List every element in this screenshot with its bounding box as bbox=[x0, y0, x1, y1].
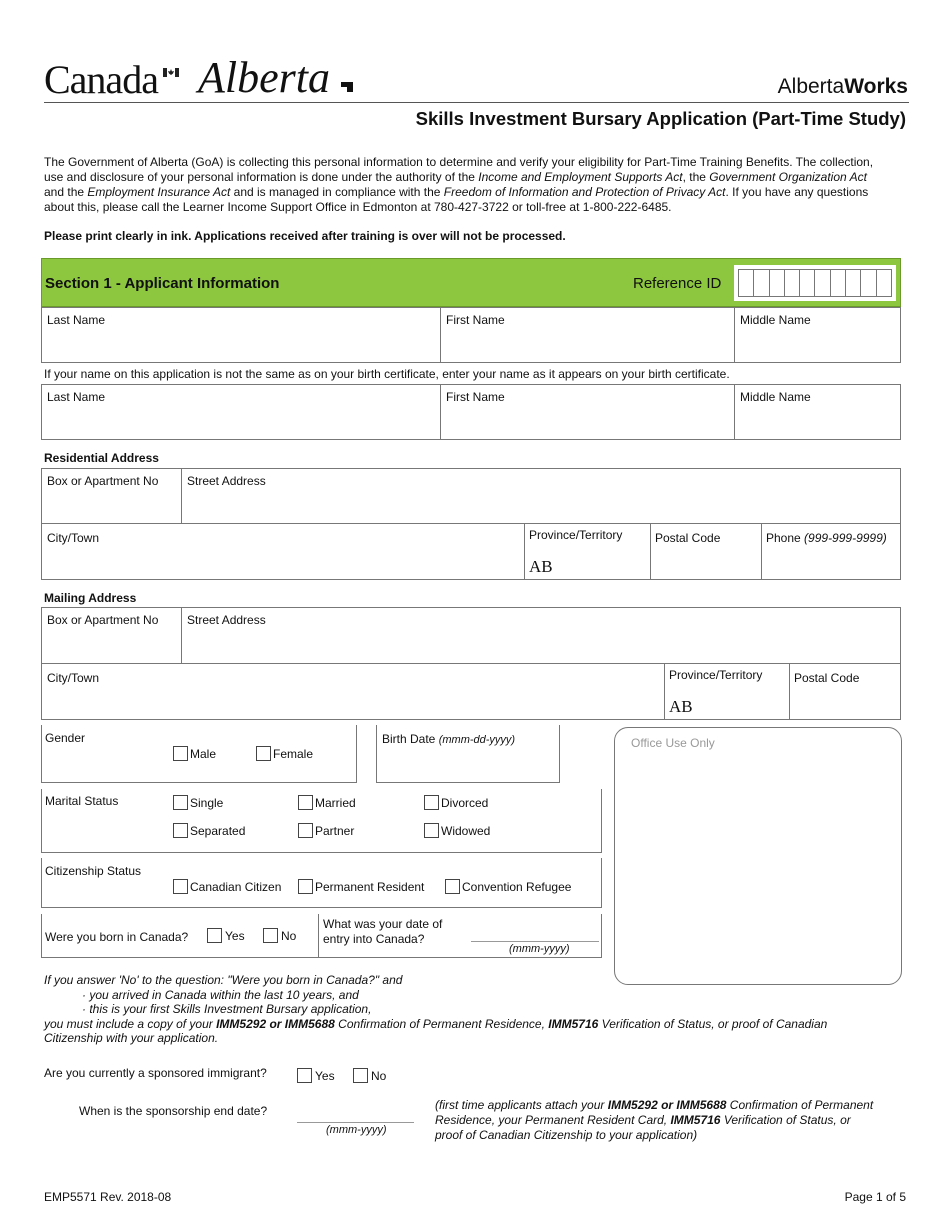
convention-refugee-label: Convention Refugee bbox=[462, 880, 572, 894]
birth-last-name-field[interactable] bbox=[41, 384, 441, 440]
privacy-line-2 bbox=[44, 170, 914, 185]
entry-date-line bbox=[471, 941, 599, 942]
male-label: Male bbox=[190, 747, 217, 761]
privacy-text: use and disclosure of your personal information is done under the authority of the bbox=[44, 170, 479, 184]
postal-label: Postal Code bbox=[794, 671, 860, 685]
res-street-field[interactable] bbox=[181, 468, 901, 524]
gender-label: Gender bbox=[45, 731, 86, 745]
born-yes-label: Yes bbox=[225, 929, 245, 943]
birth-date-format: (mmm-dd-yyyy) bbox=[438, 734, 516, 746]
born-label: Were you born in Canada? bbox=[45, 930, 189, 944]
middle-name-field[interactable] bbox=[734, 307, 901, 363]
box-apt-label: Box or Apartment No bbox=[47, 474, 159, 488]
note-form-code: IMM5292 or IMM5688 bbox=[216, 1016, 335, 1031]
privacy-text: . If you have any questions bbox=[725, 185, 869, 199]
entry-label-2: entry into Canada? bbox=[323, 932, 425, 946]
section-1-header bbox=[41, 258, 901, 307]
note-line-4: Citizenship with your application. bbox=[44, 1031, 219, 1045]
sponsor-note-form-code: IMM5716 bbox=[670, 1113, 721, 1127]
province-label: Province/Territory bbox=[669, 668, 763, 682]
partner-checkbox[interactable] bbox=[298, 823, 313, 838]
reference-id-label: Reference ID bbox=[633, 275, 722, 292]
province-value: AB bbox=[529, 557, 553, 576]
canada-wordmark: Canada bbox=[44, 57, 158, 102]
sponsor-note-line-2 bbox=[435, 1113, 905, 1128]
birth-date-label bbox=[382, 732, 515, 747]
permanent-resident-label: Permanent Resident bbox=[315, 880, 425, 894]
separated-label: Separated bbox=[190, 824, 246, 838]
office-use-box bbox=[614, 727, 902, 985]
note-bullet-2: · this is your first Skills Investment Bursary application, bbox=[82, 1002, 372, 1016]
reference-id-cell[interactable] bbox=[846, 270, 861, 296]
separated-checkbox[interactable] bbox=[173, 823, 188, 838]
province-value: AB bbox=[669, 697, 693, 716]
note-text: Verification of Status, or proof of Canadian bbox=[598, 1016, 828, 1031]
header-rule bbox=[44, 102, 909, 103]
birth-cert-note: If your name on this application is not the same as on your birth certificate, enter your name as it appears on your birth certificate. bbox=[44, 367, 730, 381]
privacy-line-4: about this, please call the Learner Income Support Office in Edmonton at 780-427-3722 or toll-free at 1-800-222-6485. bbox=[44, 200, 672, 214]
form-code: EMP5571 Rev. 2018-08 bbox=[44, 1190, 172, 1204]
privacy-text: and the bbox=[44, 185, 88, 199]
divorced-label: Divorced bbox=[441, 796, 489, 810]
middle-name-label: Middle Name bbox=[740, 390, 811, 404]
city-label: City/Town bbox=[47, 671, 100, 685]
city-label: City/Town bbox=[47, 531, 100, 545]
res-phone-field[interactable] bbox=[761, 523, 901, 580]
mail-province-field[interactable] bbox=[664, 663, 790, 720]
res-province-field[interactable] bbox=[524, 523, 651, 580]
canadian-citizen-label: Canadian Citizen bbox=[190, 880, 282, 894]
immigration-note bbox=[44, 973, 904, 1046]
res-box-apt-field[interactable] bbox=[41, 468, 182, 524]
female-checkbox[interactable] bbox=[256, 746, 271, 761]
single-label: Single bbox=[190, 796, 224, 810]
first-name-field[interactable] bbox=[440, 307, 735, 363]
sponsored-no-label: No bbox=[371, 1069, 387, 1083]
sponsor-end-format: (mmm-yyyy) bbox=[326, 1124, 387, 1136]
reference-id-cell[interactable] bbox=[739, 270, 754, 296]
divorced-checkbox[interactable] bbox=[424, 795, 439, 810]
mailing-heading: Mailing Address bbox=[44, 591, 137, 605]
married-label: Married bbox=[315, 796, 356, 810]
reference-id-cell[interactable] bbox=[861, 270, 876, 296]
instruction-text: Please print clearly in ink. Applications received after training is over will not be processed. bbox=[44, 229, 566, 243]
street-label: Street Address bbox=[187, 613, 266, 627]
reference-id-cell[interactable] bbox=[770, 270, 785, 296]
privacy-act: Government Organization Act bbox=[709, 170, 867, 184]
reference-id-cell[interactable] bbox=[877, 270, 891, 296]
note-line-3 bbox=[44, 1017, 904, 1032]
note-bullet-1: · you arrived in Canada within the last 10 years, and bbox=[82, 987, 359, 1002]
partner-label: Partner bbox=[315, 824, 355, 838]
res-postal-field[interactable] bbox=[650, 523, 762, 580]
widowed-label: Widowed bbox=[441, 824, 491, 838]
reference-id-input[interactable] bbox=[734, 265, 896, 301]
note-text: Confirmation of Permanent Residence, bbox=[334, 1016, 549, 1031]
sponsor-note-text: (first time applicants attach your bbox=[435, 1098, 608, 1112]
male-checkbox[interactable] bbox=[173, 746, 188, 761]
middle-name-label: Middle Name bbox=[740, 313, 811, 327]
privacy-act: Employment Insurance Act bbox=[87, 185, 231, 199]
privacy-act: Income and Employment Supports Act bbox=[478, 170, 683, 184]
privacy-text: and is managed in compliance with the bbox=[230, 185, 444, 199]
program-bold: Works bbox=[844, 75, 908, 98]
citizenship-group bbox=[41, 858, 602, 908]
entry-format: (mmm-yyyy) bbox=[509, 943, 570, 955]
sponsored-no-checkbox[interactable] bbox=[353, 1068, 368, 1083]
privacy-act: Freedom of Information and Protection of Privacy Act bbox=[443, 185, 726, 199]
sponsor-note-form-code: IMM5292 or IMM5688 bbox=[607, 1098, 727, 1112]
phone-text: Phone bbox=[766, 531, 805, 545]
mail-box-apt-field[interactable] bbox=[41, 607, 182, 664]
canada-flag-icon bbox=[163, 66, 179, 75]
canadian-citizen-checkbox[interactable] bbox=[173, 879, 188, 894]
section-1-title: Section 1 - Applicant Information bbox=[45, 275, 280, 292]
marital-label: Marital Status bbox=[45, 794, 119, 808]
sponsor-note-text: Verification of Status, or bbox=[720, 1113, 851, 1127]
program-name bbox=[778, 75, 908, 99]
birth-date-text: Birth Date bbox=[382, 732, 439, 746]
sponsor-note bbox=[435, 1098, 905, 1143]
form-title: Skills Investment Bursary Application (Part-Time Study) bbox=[415, 108, 906, 129]
res-city-field[interactable] bbox=[41, 523, 525, 580]
last-name-label: Last Name bbox=[47, 313, 106, 327]
born-no-label: No bbox=[281, 929, 297, 943]
entry-date-field[interactable] bbox=[318, 914, 602, 958]
note-form-code: IMM5716 bbox=[548, 1016, 599, 1031]
program-prefix: Alberta bbox=[777, 75, 845, 98]
reference-id-cell[interactable] bbox=[785, 270, 800, 296]
married-checkbox[interactable] bbox=[298, 795, 313, 810]
first-name-label: First Name bbox=[446, 390, 505, 404]
citizenship-label: Citizenship Status bbox=[45, 864, 142, 878]
privacy-line-3 bbox=[44, 185, 914, 200]
postal-label: Postal Code bbox=[655, 531, 721, 545]
last-name-field[interactable] bbox=[41, 307, 441, 363]
page-number: Page 1 of 5 bbox=[844, 1190, 906, 1204]
entry-label-1: What was your date of bbox=[323, 917, 443, 931]
female-label: Female bbox=[273, 747, 314, 761]
birth-date-field[interactable] bbox=[376, 725, 560, 783]
street-label: Street Address bbox=[187, 474, 266, 488]
alberta-logo: Alberta bbox=[198, 53, 330, 102]
convention-refugee-checkbox[interactable] bbox=[445, 879, 460, 894]
reference-id-cell[interactable] bbox=[815, 270, 830, 296]
privacy-text: , the bbox=[682, 170, 710, 184]
born-yes-checkbox[interactable] bbox=[207, 928, 222, 943]
first-name-label: First Name bbox=[446, 313, 505, 327]
permanent-resident-checkbox[interactable] bbox=[298, 879, 313, 894]
sponsor-note-line-3: proof of Canadian Citizenship to your application) bbox=[435, 1128, 698, 1142]
alberta-logo-mark-icon bbox=[340, 80, 354, 94]
mail-postal-field[interactable] bbox=[789, 663, 901, 720]
sponsor-end-label: When is the sponsorship end date? bbox=[79, 1104, 268, 1118]
last-name-label: Last Name bbox=[47, 390, 106, 404]
born-in-canada-group bbox=[41, 914, 319, 958]
single-checkbox[interactable] bbox=[173, 795, 188, 810]
note-line-1: If you answer 'No' to the question: "Were you born in Canada?" and bbox=[44, 973, 403, 987]
birth-first-name-field[interactable] bbox=[440, 384, 735, 440]
sponsor-note-line-1 bbox=[435, 1098, 905, 1113]
office-use-label: Office Use Only bbox=[631, 736, 715, 750]
sponsored-yes-checkbox[interactable] bbox=[297, 1068, 312, 1083]
sponsor-end-date-field[interactable] bbox=[297, 1122, 414, 1123]
reference-id-cell[interactable] bbox=[831, 270, 846, 296]
mail-street-field[interactable] bbox=[181, 607, 901, 664]
sponsor-note-text: Residence, your Permanent Resident Card, bbox=[435, 1113, 671, 1127]
reference-id-cell[interactable] bbox=[754, 270, 769, 296]
phone-format: (999-999-9999) bbox=[804, 531, 887, 545]
reference-id-cell[interactable] bbox=[800, 270, 815, 296]
phone-label bbox=[766, 531, 887, 545]
mail-city-field[interactable] bbox=[41, 663, 665, 720]
residential-heading: Residential Address bbox=[44, 451, 159, 465]
marital-group bbox=[41, 789, 602, 853]
sponsor-note-text: Confirmation of Permanent bbox=[726, 1098, 874, 1112]
note-text: you must include a copy of your bbox=[44, 1016, 217, 1031]
widowed-checkbox[interactable] bbox=[424, 823, 439, 838]
born-no-checkbox[interactable] bbox=[263, 928, 278, 943]
sponsored-label: Are you currently a sponsored immigrant? bbox=[44, 1066, 267, 1080]
birth-middle-name-field[interactable] bbox=[734, 384, 901, 440]
box-apt-label: Box or Apartment No bbox=[47, 613, 159, 627]
privacy-line-1: The Government of Alberta (GoA) is collecting this personal information to determine and verify your eligibility for Part-Time Training Benefits. The collection, bbox=[44, 155, 874, 169]
sponsored-yes-label: Yes bbox=[315, 1069, 335, 1083]
gender-group bbox=[41, 725, 357, 783]
privacy-notice bbox=[44, 155, 914, 215]
province-label: Province/Territory bbox=[529, 528, 623, 542]
